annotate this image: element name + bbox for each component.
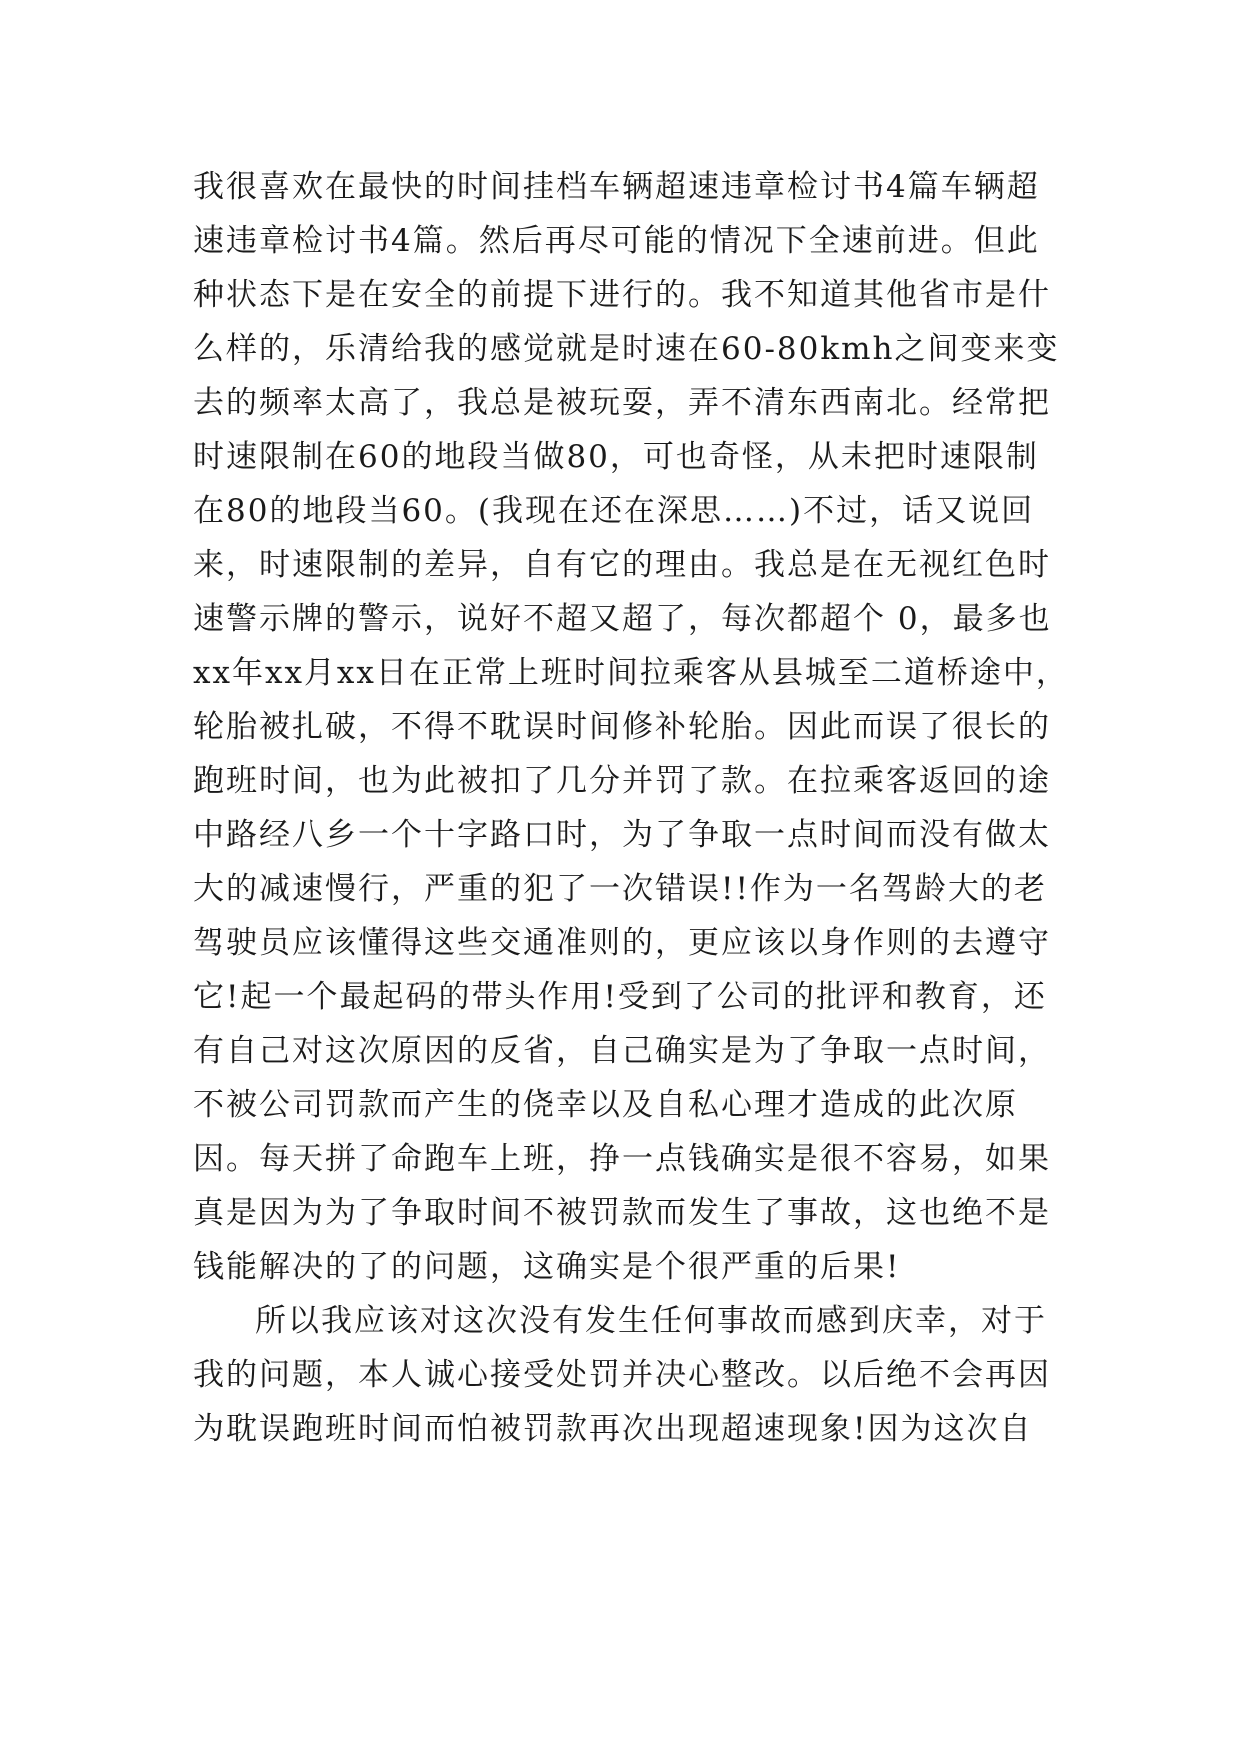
text-line: 我很喜欢在最快的时间挂档车辆超速违章检讨书4篇车辆超 xyxy=(193,169,1040,205)
text-line: 所以我应该对这次没有发生任何事故而感到庆幸，对于 xyxy=(255,1303,1047,1339)
text-line: 我的问题，本人诚心接受处罚并决心整改。以后绝不会再因 xyxy=(193,1357,1051,1393)
text-line: 去的频率太高了，我总是被玩耍，弄不清东西南北。经常把 xyxy=(193,385,1051,421)
text-line: 大的减速慢行，严重的犯了一次错误!!作为一名驾龄大的老 xyxy=(193,871,1047,907)
text-line: 轮胎被扎破，不得不耽误时间修补轮胎。因此而误了很长的 xyxy=(193,709,1051,745)
text-line: 种状态下是在安全的前提下进行的。我不知道其他省市是什 xyxy=(193,277,1051,313)
text-line: 真是因为为了争取时间不被罚款而发生了事故，这也绝不是 xyxy=(193,1195,1051,1231)
text-line: 跑班时间，也为此被扣了几分并罚了款。在拉乘客返回的途 xyxy=(193,763,1051,799)
text-line: 么样的，乐清给我的感觉就是时速在60-80kmh之间变来变 xyxy=(193,331,1060,367)
text-line: xx年xx月xx日在正常上班时间拉乘客从县城至二道桥途中， xyxy=(193,655,1069,691)
text-line: 因。每天拼了命跑车上班，挣一点钱确实是很不容易，如果 xyxy=(193,1141,1051,1177)
text-line: 时速限制在60的地段当做80，可也奇怪，从未把时速限制 xyxy=(193,439,1039,475)
text-line: 速警示牌的警示，说好不超又超了，每次都超个 0，最多也 xyxy=(193,601,1052,637)
text-line: 为耽误跑班时间而怕被罚款再次出现超速现象!因为这次自 xyxy=(193,1411,1033,1447)
text-line: 驾驶员应该懂得这些交通准则的，更应该以身作则的去遵守 xyxy=(193,925,1051,961)
text-line: 它!起一个最起码的带头作用!受到了公司的批评和教育，还 xyxy=(193,979,1047,1015)
paragraph-2 xyxy=(193,1294,1073,1456)
text-line: 速违章检讨书4篇。然后再尽可能的情况下全速前进。但此 xyxy=(193,223,1040,259)
document-body xyxy=(193,160,1073,1456)
paragraph-1 xyxy=(193,160,1073,1294)
text-line: 有自己对这次原因的反省，自己确实是为了争取一点时间， xyxy=(193,1033,1051,1069)
text-line: 在80的地段当60。(我现在还在深思……)不过，话又说回 xyxy=(193,493,1035,529)
text-line: 钱能解决的了的问题，这确实是个很严重的后果! xyxy=(193,1249,901,1285)
text-line: 不被公司罚款而产生的侥幸以及自私心理才造成的此次原 xyxy=(193,1087,1018,1123)
text-line: 中路经八乡一个十字路口时，为了争取一点时间而没有做太 xyxy=(193,817,1051,853)
text-line: 来，时速限制的差异，自有它的理由。我总是在无视红色时 xyxy=(193,547,1051,583)
